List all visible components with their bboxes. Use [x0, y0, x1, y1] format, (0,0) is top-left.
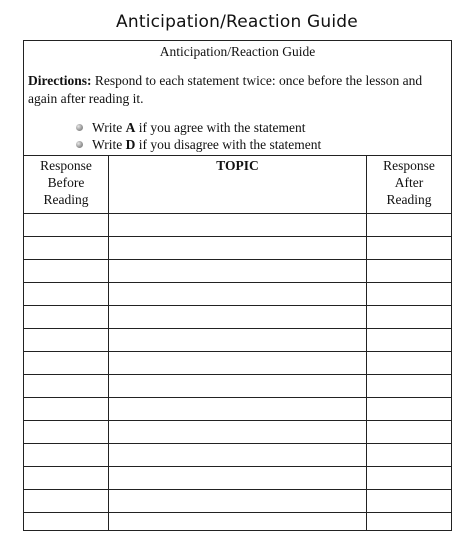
table-row: [24, 213, 451, 214]
table-row: [24, 443, 451, 444]
instruction-agree: Write A if you agree with the statement: [76, 119, 321, 136]
guide-worksheet: [23, 40, 452, 531]
table-row: [24, 512, 451, 513]
table-row: [24, 259, 451, 260]
instruction-list: [76, 119, 321, 153]
agree-letter: A: [125, 120, 136, 135]
inner-title: Anticipation/Reaction Guide: [159, 44, 316, 59]
header-response-before: Response Before Reading: [40, 158, 92, 207]
instruction-disagree: Write D if you disagree with the statement: [76, 136, 321, 153]
table-row: [24, 420, 451, 421]
table-row: [24, 489, 451, 490]
directions-label: Directions:: [28, 73, 92, 88]
bullet-icon: [76, 124, 83, 131]
table-row: [24, 282, 451, 283]
table-row: [24, 466, 451, 467]
directions-text: [28, 72, 446, 108]
table-row: [24, 236, 451, 237]
table-row: [24, 397, 451, 398]
guide-header: [24, 41, 451, 156]
response-table: [24, 155, 451, 530]
header-topic: TOPIC: [216, 158, 259, 173]
column-divider: [366, 155, 367, 530]
header-response-after: Response After Reading: [383, 158, 435, 207]
directions-body: Respond to each statement twice: once before the lesson and again after reading it.: [28, 73, 423, 106]
table-row: [24, 374, 451, 375]
table-row: [24, 351, 451, 352]
table-row: [24, 328, 451, 329]
table-row: [24, 305, 451, 306]
page-title: Anticipation/Reaction Guide: [116, 12, 358, 32]
bullet-icon: [76, 141, 83, 148]
column-divider: [108, 155, 109, 530]
disagree-letter: D: [125, 137, 136, 152]
